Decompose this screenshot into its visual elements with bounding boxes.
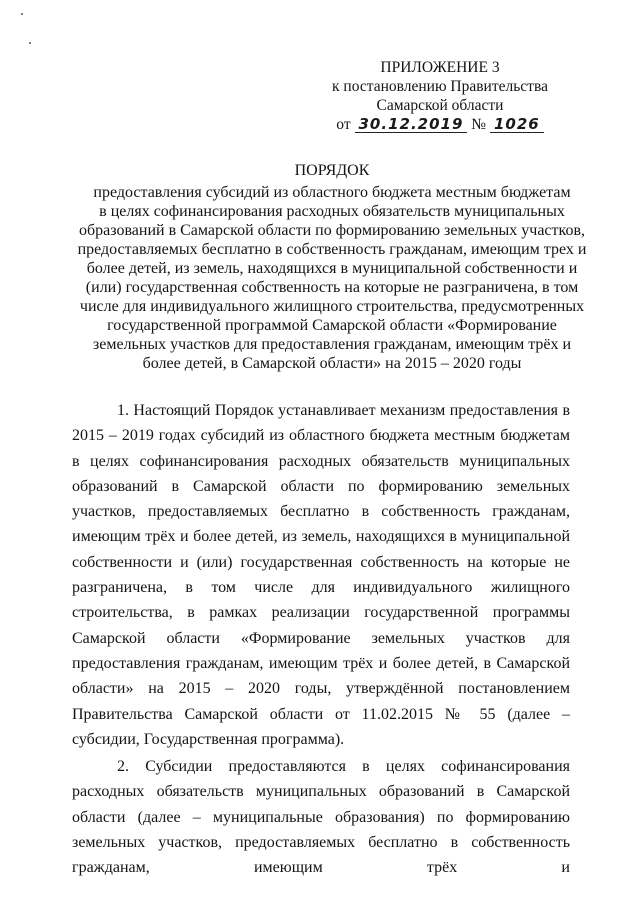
paragraph-1: 1. Настоящий Порядок устанавливает механизм предоставления в 2015 – 2019 годах субсидий из областного бюджета местным бюджетам в целях софинансирования расходных обязательств муниципальных образований в Самарской области по формированию земельных участков, предоставляемых бесплатно в собственность гражданам, имеющим трёх и более детей, из земель, находящихся в муниципальной собственности и (или) государственная собственность на которые не разграничена, в том числе для индивидуального жилищного строительства, в рамках реализации государственной программы Самарской области «Формирование земельных участков для предоставления гражданам, имеющим трёх и более детей, в Самарской области» на 2015 – 2020 годы, утверждённой постановлением Правительства Самарской области от 11.02.2015 № 55 (далее – субсидии, Государственная программа). xyxy=(72,402,570,748)
title-line: числе для индивидуального жилищного строительства, предусмотренных xyxy=(79,298,585,315)
title-line: предоставляемых бесплатно в собственность гражданам, имеющим трех и xyxy=(77,241,587,258)
scan-speck xyxy=(21,13,23,15)
title-heading: ПОРЯДОК xyxy=(294,162,370,179)
handwritten-date: 30.12.2019 xyxy=(355,116,468,133)
appendix-reference xyxy=(320,115,560,134)
title-line: земельных участков для предоставления гражданам, имеющим трёх и xyxy=(92,336,572,353)
document-body xyxy=(72,398,570,881)
title-line: (или) государственная собственность на которые не разграничена, в том xyxy=(85,279,579,296)
appendix-line-2: Самарской области xyxy=(376,97,504,114)
title-line: образований в Самарской области по формированию земельных участков, xyxy=(78,222,586,239)
title-line: предоставления субсидий из областного бюджета местным бюджетам xyxy=(93,184,571,201)
appendix-line-1: к постановлению Правительства xyxy=(332,78,548,95)
title-line: государственной программой Самарской области «Формирование xyxy=(107,317,557,334)
document-title xyxy=(72,161,592,373)
appendix-label: ПРИЛОЖЕНИЕ 3 xyxy=(380,59,500,76)
handwritten-number: 1026 xyxy=(490,116,544,133)
title-line: более детей, в Самарской области» на 2015 – 2020 годы xyxy=(142,355,522,372)
title-line: в целях софинансирования расходных обязательств муниципальных xyxy=(99,203,565,220)
title-line: более детей, из земель, находящихся в муниципальной собственности и xyxy=(86,260,578,277)
number-sign: № xyxy=(471,116,487,133)
scan-speck xyxy=(29,42,31,44)
paragraph-2: 2. Субсидии предоставляются в целях софинансирования расходных обязательств муниципальных образований в Самарской области (далее – муниципальные образования) по формированию земельных участков, предоставляемых бесплатно в собственность гражданам, имеющим трёх и xyxy=(72,758,570,877)
from-label: от xyxy=(336,116,351,133)
appendix-block xyxy=(320,58,560,134)
